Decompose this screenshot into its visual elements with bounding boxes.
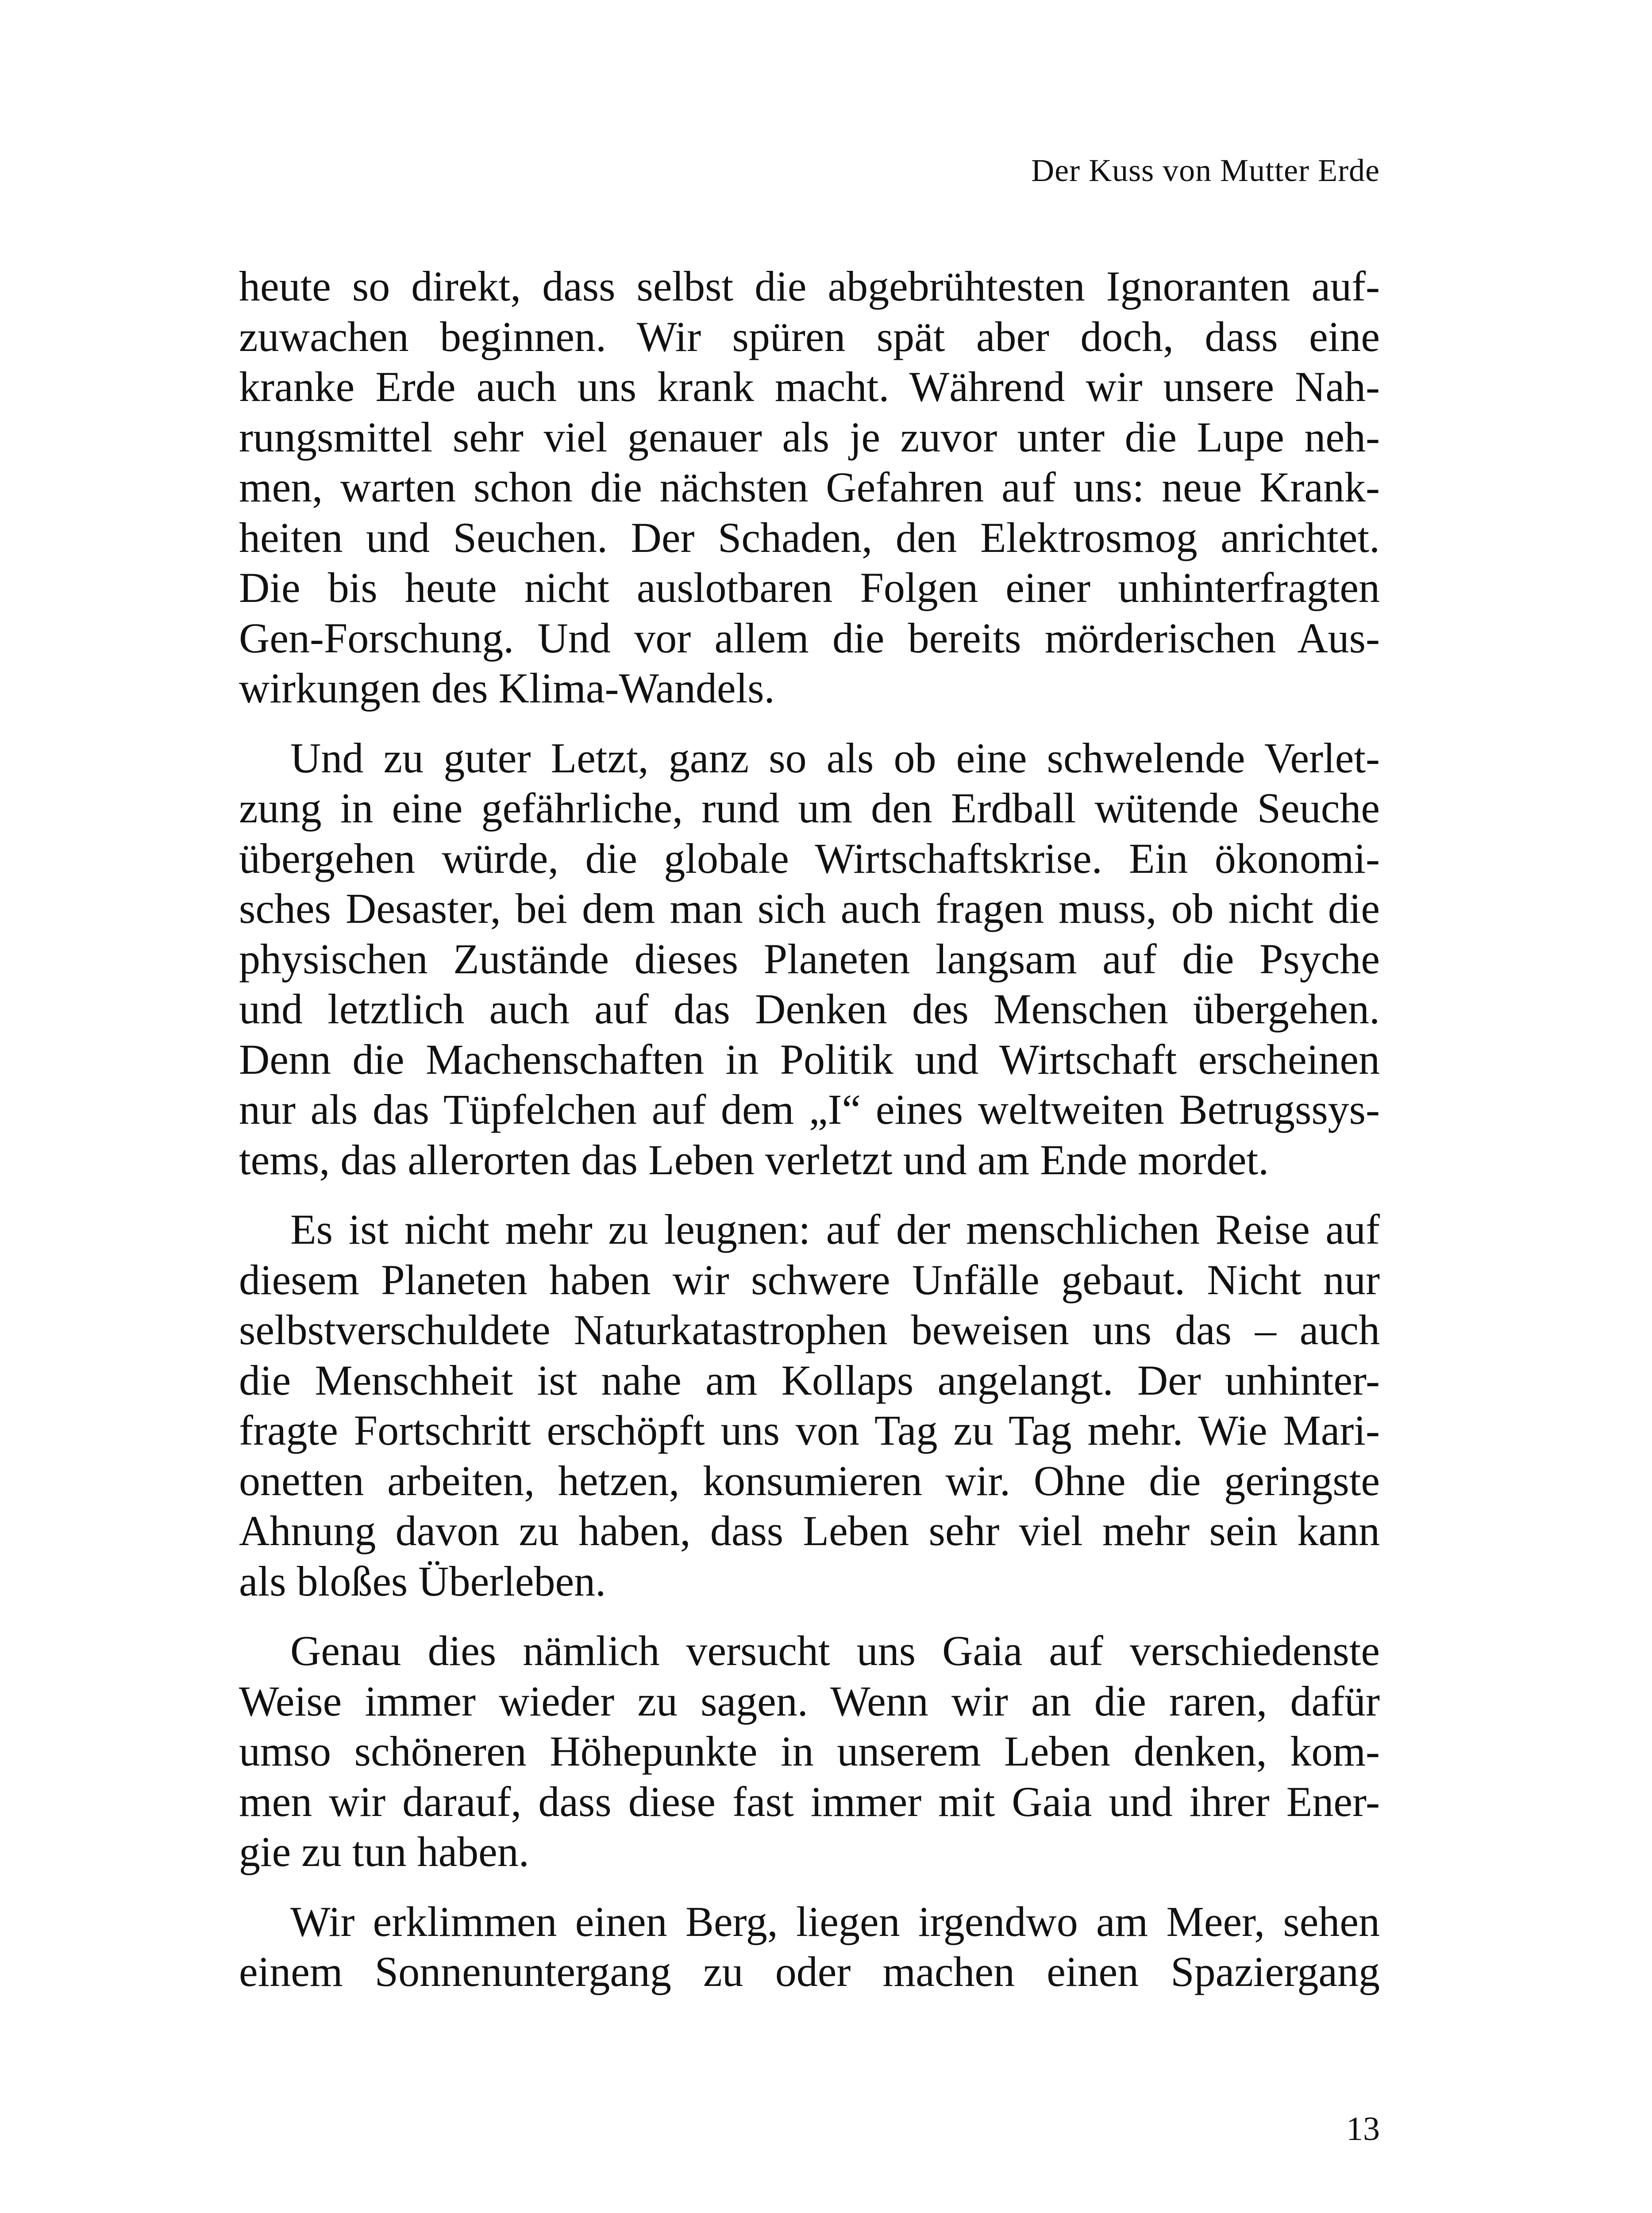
text-line: übergehen würde, die globale Wirtschaftskrise. Ein ökonomi- bbox=[239, 834, 1380, 882]
text-line: als bloßes Überleben. bbox=[239, 1557, 606, 1605]
text-line: diesem Planeten haben wir schwere Unfälle gebaut. Nicht nur bbox=[239, 1256, 1380, 1303]
text-line: die Menschheit ist nahe am Kollaps angelangt. Der unhinter- bbox=[239, 1356, 1380, 1404]
running-head: Der Kuss von Mutter Erde bbox=[1031, 153, 1380, 188]
text-line: Denn die Machenschaften in Politik und Wirtschaft erscheinen bbox=[239, 1035, 1380, 1083]
text-line: einem Sonnenuntergang zu oder machen einen Spaziergang bbox=[239, 1948, 1380, 1995]
page-number: 13 bbox=[1346, 2110, 1380, 2147]
text-line: und letztlich auch auf das Denken des Menschen übergehen. bbox=[239, 985, 1380, 1033]
paragraph bbox=[239, 261, 1380, 713]
text-line: men wir darauf, dass diese fast immer mit Gaia und ihrer Ener- bbox=[239, 1777, 1380, 1825]
paragraph bbox=[239, 733, 1380, 1185]
text-line: zuwachen beginnen. Wir spüren spät aber doch, dass eine bbox=[239, 312, 1380, 360]
text-line: physischen Zustände dieses Planeten langsam auf die Psyche bbox=[239, 935, 1380, 983]
text-line: selbstverschuldete Naturkatastrophen beweisen uns das – auch bbox=[239, 1306, 1380, 1353]
text-line: fragte Fortschritt erschöpft uns von Tag zu Tag mehr. Wie Mari- bbox=[239, 1407, 1380, 1454]
text-line: wirkungen des Klima-Wandels. bbox=[239, 664, 775, 712]
text-line: Ahnung davon zu haben, dass Leben sehr viel mehr sein kann bbox=[239, 1507, 1380, 1554]
text-line: onetten arbeiten, hetzen, konsumieren wir. Ohne die geringste bbox=[239, 1457, 1380, 1504]
paragraph bbox=[239, 1204, 1380, 1606]
text-line: zung in eine gefährliche, rund um den Erdball wütende Seuche bbox=[239, 784, 1380, 832]
text-line: Die bis heute nicht auslotbaren Folgen einer unhinterfragten bbox=[239, 564, 1380, 611]
text-line: heute so direkt, dass selbst die abgebrühtesten Ignoranten auf- bbox=[239, 262, 1380, 310]
text-line: umso schöneren Höhepunkte in unserem Leben denken, kom- bbox=[239, 1727, 1380, 1775]
text-line: nur als das Tüpfelchen auf dem „I“ eines weltweiten Betrugssys- bbox=[239, 1086, 1380, 1133]
text-line: Gen-Forschung. Und vor allem die bereits mörderischen Aus- bbox=[239, 614, 1380, 662]
text-line: gie zu tun haben. bbox=[239, 1828, 529, 1875]
text-line: Genau dies nämlich versucht uns Gaia auf verschiedenste bbox=[290, 1627, 1380, 1674]
text-line: Es ist nicht mehr zu leugnen: auf der menschlichen Reise auf bbox=[290, 1206, 1380, 1253]
paragraph bbox=[239, 1897, 1380, 1997]
body-text bbox=[239, 261, 1380, 2016]
paragraph bbox=[239, 1626, 1380, 1877]
text-line: heiten und Seuchen. Der Schaden, den Elektrosmog anrichtet. bbox=[239, 513, 1380, 561]
text-line: sches Desaster, bei dem man sich auch fragen muss, ob nicht die bbox=[239, 885, 1380, 932]
text-line: kranke Erde auch uns krank macht. Während wir unsere Nah- bbox=[239, 363, 1380, 410]
text-line: Und zu guter Letzt, ganz so als ob eine schwelende Verlet- bbox=[290, 734, 1380, 782]
text-line: Wir erklimmen einen Berg, liegen irgendwo am Meer, sehen bbox=[290, 1897, 1380, 1945]
text-line: tems, das allerorten das Leben verletzt und am Ende mordet. bbox=[239, 1136, 1269, 1184]
text-line: men, warten schon die nächsten Gefahren auf uns: neue Krank- bbox=[239, 463, 1380, 511]
text-line: Weise immer wieder zu sagen. Wenn wir an die raren, dafür bbox=[239, 1677, 1380, 1725]
text-line: rungsmittel sehr viel genauer als je zuvor unter die Lupe neh- bbox=[239, 413, 1380, 461]
